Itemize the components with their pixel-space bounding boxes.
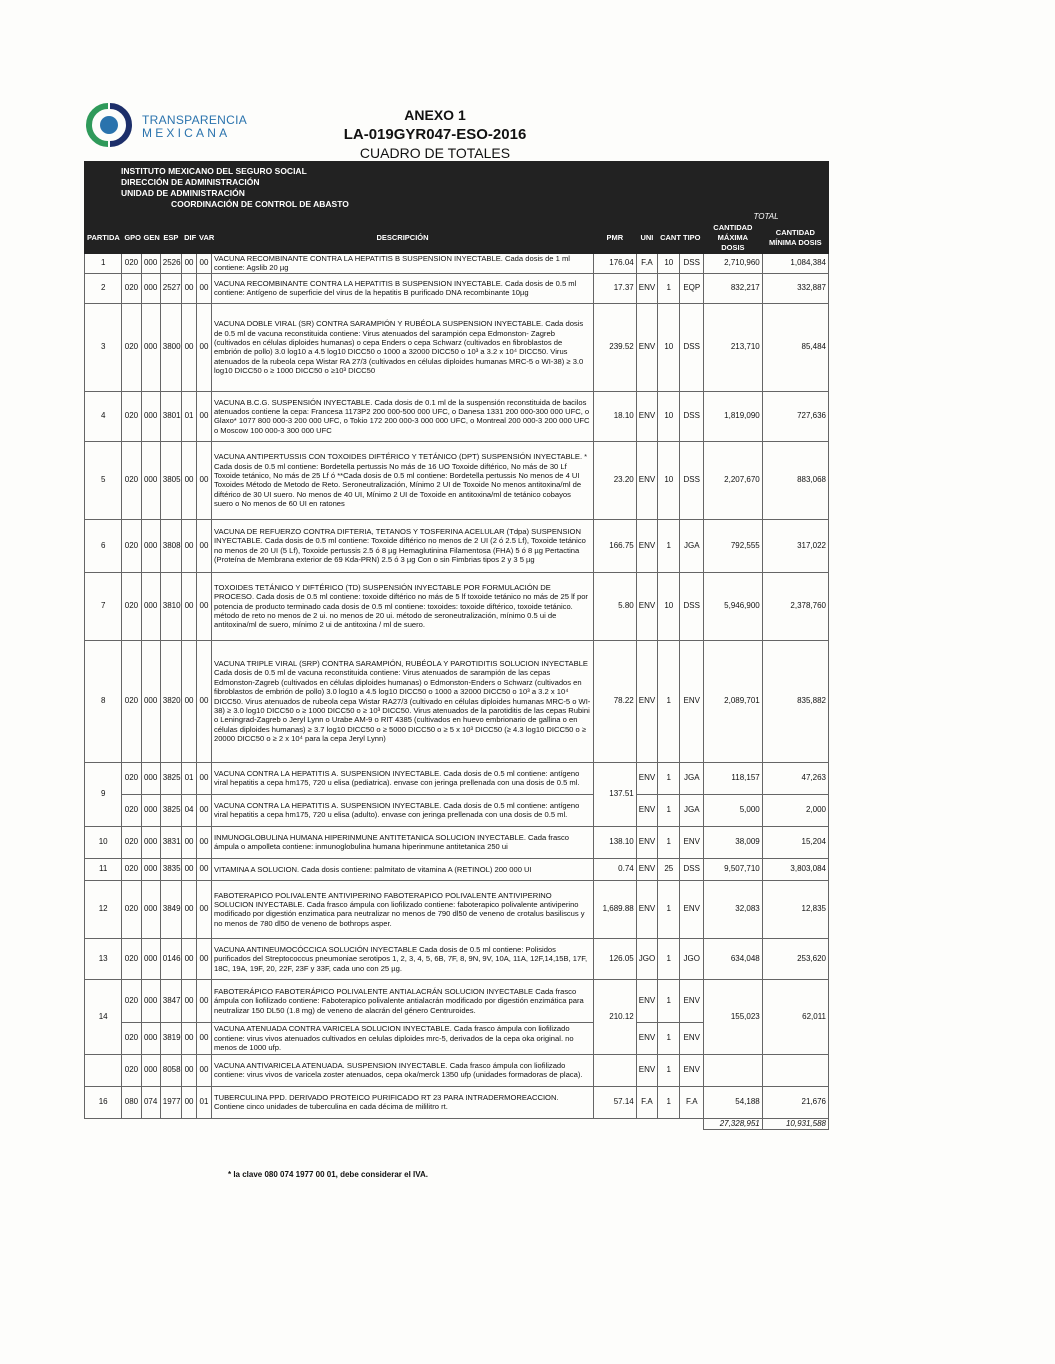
table-row — [85, 826, 829, 858]
cell-pmr: 126.05 — [594, 938, 637, 979]
cell-uni: ENV — [636, 826, 657, 858]
cell-tipo: JGA — [680, 794, 704, 826]
cell-desc: TUBERCULINA PPD. DERIVADO PROTEICO PURIFICADO RT 23 PARA INTRADERMOREACCION. Contiene cinco unidades de tuberculina en cada décima de mililitro rt. — [211, 1086, 593, 1118]
cell-var: 00 — [197, 880, 212, 938]
cell-min: 12,835 — [762, 880, 828, 938]
cell-pmr: 18.10 — [594, 391, 637, 441]
table-body — [85, 254, 829, 1119]
cell-gen: 000 — [141, 640, 160, 762]
cell-gpo: 020 — [122, 1054, 141, 1086]
cell-var: 00 — [197, 762, 212, 794]
cell-uni: ENV — [636, 303, 657, 391]
cell-gen: 000 — [141, 391, 160, 441]
cell-esp: 3825 — [160, 762, 181, 794]
cell-partida: 7 — [85, 572, 122, 640]
cell-uni: ENV — [636, 391, 657, 441]
cell-max: 634,048 — [704, 938, 763, 979]
cell-gen: 000 — [141, 762, 160, 794]
cell-uni: ENV — [636, 273, 657, 303]
cell-tipo: ENV — [680, 979, 704, 1022]
cell-dif: 00 — [182, 1054, 197, 1086]
cell-tipo: DSS — [680, 441, 704, 519]
cell-desc: VACUNA B.C.G. SUSPENSIÓN INYECTABLE. Cada dosis de 0.1 ml de la suspensión reconstituida de bacilos atenuados contiene la cepa: Francesa 1173P2 200 000-500 000 UFC, o Danesa 1331 200 000-300 000 UFC, o Glaxo* 1077 800 000-3 200 000 UFC, o Tokio 172 200 000-3 000 000 UFC, o Montreal 200 000-3 200 000 UFC o Moscow 100 000-3 300 000 UFC — [211, 391, 593, 441]
col-cant: CANT — [658, 223, 680, 254]
cell-max: 832,217 — [704, 273, 763, 303]
cell-pmr: 17.37 — [594, 273, 637, 303]
document-heading — [300, 106, 570, 163]
cell-desc: INMUNOGLOBULINA HUMANA HIPERINMUNE ANTITETANICA SOLUCION INYECTABLE. Cada frasco ámpula o ampolleta contiene: inmunoglobulina humana hiperinmune antitetanica 250 ui — [211, 826, 593, 858]
document-subtitle: CUADRO DE TOTALES — [359, 145, 511, 161]
col-gpo: GPO — [122, 223, 141, 254]
cell-tipo: ENV — [680, 880, 704, 938]
cell-gen: 000 — [141, 273, 160, 303]
cell-var: 00 — [197, 391, 212, 441]
institution-line: DIRECCIÓN DE ADMINISTRACIÓN — [121, 177, 260, 187]
cell-min: 253,620 — [762, 938, 828, 979]
cell-desc: VACUNA ANTINEUMOCÓCCICA SOLUCIÓN INYECTABLE Cada dosis de 0.5 ml contiene: Polisidos purificados del Streptococcus pneumoniae serotipos 1, 2, 3, 4, 5, 6B, 7F, 8, 9N, 9V, 10A, 11A, 12F,14,15B, 17F, 18C, 19A, 19F, 20, 22F, 23F y 33F, cada uno con 25 µg. — [211, 938, 593, 979]
table-row — [85, 979, 829, 1022]
cell-dif: 01 — [182, 762, 197, 794]
cell-dif: 04 — [182, 794, 197, 826]
cell-tipo: DSS — [680, 303, 704, 391]
cell-desc: FABOTERÁPICO FABOTERÁPICO POLIVALENTE ANTIALACRÁN SOLUCION INYECTABLE Cada frasco ámpula con liofilizado contiene: Faboterapico polivalente antialacrán modificado por digestión enzimática para neutralizar 150 DL50 (1.8 mg) de veneno de alacrán del género Centruroides. — [211, 979, 593, 1022]
cell-partida: 2 — [85, 273, 122, 303]
cell-max: 54,188 — [704, 1086, 763, 1118]
cell-gpo: 020 — [122, 441, 141, 519]
cell-min: 3,803,084 — [762, 858, 828, 880]
cell-cant: 1 — [658, 1022, 680, 1054]
cell-min: 332,887 — [762, 273, 828, 303]
cell-esp: 2527 — [160, 273, 181, 303]
cell-max: 5,000 — [704, 794, 763, 826]
cell-cant: 10 — [658, 254, 680, 274]
cell-tipo: JGA — [680, 519, 704, 572]
cell-max: 38,009 — [704, 826, 763, 858]
cell-max: 2,207,670 — [704, 441, 763, 519]
cell-tipo: DSS — [680, 254, 704, 274]
table-row — [85, 519, 829, 572]
cell-dif: 00 — [182, 273, 197, 303]
cell-desc: VACUNA ANTIPERTUSSIS CON TOXOIDES DIFTÉRICO Y TETÁNICO (DPT) SUSPENSIÓN INYECTABLE. * Cada dosis de 0.5 ml contiene: Bordetella pertussis No más de 16 UO Toxoide diftérico, No más de 30 Lf Toxoide tetánico, No más de 25 Lf ó **Cada dosis de 0.5 ml contiene: Bordetella pertussis No menos de 4 UI Toxoides Método de Metodo de Reto. Seroneutralización, Mínimo 2 UI de Toxoide No menos antitoxina/ml de diftérico de 30 UI suero. No menos de 40 UI, Mínimo 2 UI de Toxoide en antitoxina/ml de tetánico cobayos suero o No menos de 60 UI en ratones — [211, 441, 593, 519]
cell-uni: ENV — [636, 858, 657, 880]
cell-gpo: 020 — [122, 762, 141, 794]
cell-pmr — [594, 1054, 637, 1086]
table-row — [85, 640, 829, 762]
cell-min: 883,068 — [762, 441, 828, 519]
cell-pmr: 210.12 — [594, 979, 637, 1054]
cell-pmr: 166.75 — [594, 519, 637, 572]
cell-cant: 10 — [658, 572, 680, 640]
cell-uni: JGO — [636, 938, 657, 979]
cell-gpo: 020 — [122, 938, 141, 979]
cell-tipo: ENV — [680, 826, 704, 858]
cell-min: 47,263 — [762, 762, 828, 794]
cell-partida: 9 — [85, 762, 122, 826]
logo-line1: TRANSPARENCIA — [142, 113, 248, 127]
cell-partida: 14 — [85, 979, 122, 1054]
table-row — [85, 1054, 829, 1086]
cell-gen: 000 — [141, 254, 160, 274]
cell-uni: ENV — [636, 979, 657, 1022]
cell-dif: 00 — [182, 858, 197, 880]
cell-desc: VACUNA DE REFUERZO CONTRA DIFTERIA, TETANOS Y TOSFERINA ACELULAR (Tdpa) SUSPENSION INYECTABLE. Cada dosis de 0.5 ml contiene: Toxoide diftérico no menos de 2 UI (2 ó 2.5 Lf), Toxoide tetánico no menos de 20 UI (5 Lf), Toxoide pertussis 2.5 ó 8 µg Hemaglutinina Filamentosa (FHA) 5 ó 8 µg Pertactina (Proteína de Membrana exterior de 69 Kda-PRN) 2.5 ó 3 µg Con o sin Fimbrias tipos 2 y 3 5 µg — [211, 519, 593, 572]
cell-partida: 12 — [85, 880, 122, 938]
cell-esp: 3849 — [160, 880, 181, 938]
cell-dif: 00 — [182, 938, 197, 979]
logo-line2: MEXICANA — [142, 126, 231, 140]
cell-desc: VACUNA ATENUADA CONTRA VARICELA SOLUCION INYECTABLE. Cada frasco ámpula con liofilizado contiene: virus vivos atenuados cultivados en celulas diploides mrc-5, derivados de la cepa oka original. no menos de 1000 ufp. — [211, 1022, 593, 1054]
table-row — [85, 572, 829, 640]
cell-gpo: 020 — [122, 979, 141, 1022]
cell-var: 00 — [197, 979, 212, 1022]
cell-var: 00 — [197, 794, 212, 826]
cell-pmr: 176.04 — [594, 254, 637, 274]
table-row — [85, 938, 829, 979]
cell-pmr: 239.52 — [594, 303, 637, 391]
institution-line: COORDINACIÓN DE CONTROL DE ABASTO — [171, 199, 349, 209]
col-pmr: PMR — [594, 223, 637, 254]
cell-gpo: 080 — [122, 1086, 141, 1118]
cell-var: 00 — [197, 254, 212, 274]
cell-cant: 1 — [658, 762, 680, 794]
col-tipo: TIPO — [680, 223, 704, 254]
institution-line: INSTITUTO MEXICANO DEL SEGURO SOCIAL — [121, 166, 307, 176]
col-uni: UNI — [636, 223, 657, 254]
cell-esp: 2526 — [160, 254, 181, 274]
cell-cant: 1 — [658, 979, 680, 1022]
col-esp: ESP — [160, 223, 181, 254]
cell-desc: VACUNA CONTRA LA HEPATITIS A. SUSPENSION INYECTABLE. Cada dosis de 0.5 ml contiene: antígeno viral hepatitis a cepa hm175, 720 u elisa (adulto). envase con jeringa prellenada con una dosis de 0.5 ml. — [211, 794, 593, 826]
cell-var: 00 — [197, 826, 212, 858]
cell-pmr: 5.80 — [594, 572, 637, 640]
footnote: * la clave 080 074 1977 00 01, debe considerar el IVA. — [228, 1170, 428, 1179]
cell-uni: ENV — [636, 640, 657, 762]
cell-esp: 3805 — [160, 441, 181, 519]
cell-max: 155,023 — [704, 979, 763, 1054]
cell-dif: 00 — [182, 519, 197, 572]
cell-pmr: 23.20 — [594, 441, 637, 519]
cell-desc: VITAMINA A SOLUCION. Cada dosis contiene: palmitato de vitamina A (RETINOL) 200 000 UI — [211, 858, 593, 880]
cell-cant: 1 — [658, 519, 680, 572]
cell-esp: 3810 — [160, 572, 181, 640]
cell-partida: 8 — [85, 640, 122, 762]
cell-gen: 000 — [141, 1054, 160, 1086]
cell-min: 15,204 — [762, 826, 828, 858]
cell-dif: 00 — [182, 1086, 197, 1118]
cell-pmr: 137.51 — [594, 762, 637, 826]
col-partida: PARTIDA — [85, 223, 122, 254]
table-row — [85, 880, 829, 938]
col-var: VAR — [197, 223, 212, 254]
col-descripcion: DESCRIPCIÓN — [211, 223, 593, 254]
cell-dif: 00 — [182, 441, 197, 519]
cell-uni: ENV — [636, 794, 657, 826]
cell-max: 2,089,701 — [704, 640, 763, 762]
cell-uni: ENV — [636, 572, 657, 640]
cell-min: 1,084,384 — [762, 254, 828, 274]
cell-esp: 3808 — [160, 519, 181, 572]
cell-cant: 10 — [658, 391, 680, 441]
cell-esp: 3800 — [160, 303, 181, 391]
cell-dif: 00 — [182, 979, 197, 1022]
cell-partida: 4 — [85, 391, 122, 441]
cell-dif: 00 — [182, 303, 197, 391]
cell-min: 62,011 — [762, 979, 828, 1054]
cell-gen: 000 — [141, 826, 160, 858]
cell-dif: 01 — [182, 391, 197, 441]
institution-block — [85, 162, 704, 223]
cell-pmr: 138.10 — [594, 826, 637, 858]
cell-uni: ENV — [636, 519, 657, 572]
cell-esp: 3847 — [160, 979, 181, 1022]
column-header-row — [85, 223, 829, 254]
transparencia-logo-icon — [86, 103, 132, 147]
cell-desc: VACUNA CONTRA LA HEPATITIS A. SUSPENSION INYECTABLE. Cada dosis de 0.5 ml contiene: antígeno viral hepatitis a cepa hm175, 720 u elisa (pediatrica). envase con jeringa prellenada con una dosis de 0.5 ml. — [211, 762, 593, 794]
cell-cant: 10 — [658, 441, 680, 519]
cell-gpo: 020 — [122, 273, 141, 303]
col-gen: GEN — [141, 223, 160, 254]
cell-gpo: 020 — [122, 640, 141, 762]
cell-desc: VACUNA RECOMBINANTE CONTRA LA HEPATITIS B SUSPENSION INYECTABLE. Cada dosis de 0.5 ml contiene: Antígeno de superficie del virus de la hepatitis B purificado DNA recombinante 10µg — [211, 273, 593, 303]
cell-uni: ENV — [636, 880, 657, 938]
cell-var: 00 — [197, 441, 212, 519]
total-maxima: 27,328,951 — [704, 1118, 763, 1129]
cell-partida: 11 — [85, 858, 122, 880]
cell-min: 317,022 — [762, 519, 828, 572]
cell-tipo: JGA — [680, 762, 704, 794]
cell-gpo: 020 — [122, 826, 141, 858]
cell-partida: 1 — [85, 254, 122, 274]
cell-gen: 000 — [141, 519, 160, 572]
totals-table — [84, 161, 829, 1130]
cell-desc: VACUNA DOBLE VIRAL (SR) CONTRA SARAMPIÓN Y RUBÉOLA SUSPENSION INYECTABLE. Cada dosis de 0.5 ml de vacuna reconstituida contiene: Virus atenuados del sarampión cepa Edmonston- Zagreb (cultivados en células diploides humanas) o cepa Enders o cepa Schwarz (cultivados en fibroblastos de embrión de pollo) 3.0 log10 a 4.5 log10 DICC50 o 1000 a 32000 DICC50 o 10³ a 3.2 x 10⁴ DICC50. Virus atenuados de la rubeola cepa Wistar RA 27/3 (cultivados en células diploides humanas MRC-5 o WI-38) ≥ 3.0 log10 DICC50 o ≥ 1000 DICC50 o ≥10³ DICC50 — [211, 303, 593, 391]
cell-tipo: F.A — [680, 1086, 704, 1118]
cell-tipo: DSS — [680, 858, 704, 880]
cell-desc: TOXOIDES TETÁNICO Y DIFTÉRICO (TD) SUSPENSIÓN INYECTABLE POR FORMULACIÓN DE PROCESO. Cada dosis de 0.5 ml contiene: toxoide diftérico no más de 5 lf toxoide tetánico no más de 25 lf por potencia de producto terminado cada dosis de 0.5 ml contiene: toxoides: toxoide diftérico, toxoide tetánico. método de reto no menos de 2 ui. no menos de 20 ui. método de seroneutralización, mínimo 0.5 ui de antitoxina/ml de suero, mínimo 2 ui de antitoxina / ml de suero. — [211, 572, 593, 640]
total-label: TOTAL — [704, 162, 829, 223]
cell-esp: 3820 — [160, 640, 181, 762]
cell-min: 835,882 — [762, 640, 828, 762]
logo — [86, 103, 256, 147]
cell-uni: F.A — [636, 254, 657, 274]
cell-dif: 00 — [182, 640, 197, 762]
cell-cant: 1 — [658, 794, 680, 826]
cell-min — [762, 1054, 828, 1086]
cell-min: 21,676 — [762, 1086, 828, 1118]
cell-gen: 000 — [141, 572, 160, 640]
cell-uni: ENV — [636, 1054, 657, 1086]
cell-uni: ENV — [636, 1022, 657, 1054]
cell-gpo: 020 — [122, 794, 141, 826]
cell-partida — [85, 1054, 122, 1086]
total-minima: 10,931,588 — [762, 1118, 828, 1129]
cell-max — [704, 1054, 763, 1086]
cell-var: 00 — [197, 572, 212, 640]
cell-gpo: 020 — [122, 1022, 141, 1054]
cell-desc: FABOTERAPICO POLIVALENTE ANTIVIPERINO FABOTERAPICO POLIVALENTE ANTIVIPERINO SOLUCION INYECTABLE. Cada frasco ámpula con liofilizado contiene: faboterapico polivalente antiviperino modificado por digestión enzimatica para neutralizar no menos de 790 dl50 de veneno de crotalus basiliscus y no menos de 780 dl50 de veneno de bothrops asper. — [211, 880, 593, 938]
cell-pmr: 57.14 — [594, 1086, 637, 1118]
cell-max: 5,946,900 — [704, 572, 763, 640]
cell-var: 00 — [197, 1054, 212, 1086]
cell-gpo: 020 — [122, 858, 141, 880]
cell-tipo: DSS — [680, 391, 704, 441]
table-row — [85, 794, 829, 826]
tender-code: LA-019GYR047-ESO-2016 — [343, 126, 527, 143]
cell-dif: 00 — [182, 826, 197, 858]
cell-max: 9,507,710 — [704, 858, 763, 880]
cell-pmr: 0.74 — [594, 858, 637, 880]
cell-min: 727,636 — [762, 391, 828, 441]
cell-esp: 3831 — [160, 826, 181, 858]
cell-gen: 000 — [141, 979, 160, 1022]
cell-cant: 1 — [658, 1054, 680, 1086]
cell-partida: 16 — [85, 1086, 122, 1118]
cell-dif: 00 — [182, 572, 197, 640]
cell-tipo: EQP — [680, 273, 704, 303]
cell-tipo: DSS — [680, 572, 704, 640]
cell-max: 32,083 — [704, 880, 763, 938]
cell-gpo: 020 — [122, 254, 141, 274]
cell-gpo: 020 — [122, 880, 141, 938]
cell-var: 00 — [197, 938, 212, 979]
cell-min: 85,484 — [762, 303, 828, 391]
cell-max: 792,555 — [704, 519, 763, 572]
table-row — [85, 1086, 829, 1118]
cell-partida: 3 — [85, 303, 122, 391]
cell-dif: 00 — [182, 1022, 197, 1054]
cell-cant: 1 — [658, 640, 680, 762]
cell-gpo: 020 — [122, 303, 141, 391]
annex-title: ANEXO 1 — [404, 107, 466, 123]
col-dif: DIF — [182, 223, 197, 254]
cell-esp: 1977 — [160, 1086, 181, 1118]
institution-line: UNIDAD DE ADMINISTRACIÓN — [121, 188, 245, 198]
cell-var: 01 — [197, 1086, 212, 1118]
cell-esp: 3835 — [160, 858, 181, 880]
cell-tipo: ENV — [680, 1022, 704, 1054]
cell-partida: 6 — [85, 519, 122, 572]
cell-tipo: ENV — [680, 640, 704, 762]
cell-gen: 000 — [141, 938, 160, 979]
table-row — [85, 762, 829, 794]
cell-gen: 000 — [141, 794, 160, 826]
cell-pmr: 78.22 — [594, 640, 637, 762]
col-cantidad-minima: CANTIDAD MÍNIMA DOSIS — [762, 223, 828, 254]
cell-var: 00 — [197, 519, 212, 572]
cell-gen: 000 — [141, 441, 160, 519]
table-row — [85, 273, 829, 303]
cell-cant: 1 — [658, 1086, 680, 1118]
cell-min: 2,000 — [762, 794, 828, 826]
table-row — [85, 858, 829, 880]
cell-gpo: 020 — [122, 519, 141, 572]
totals-row — [85, 1118, 829, 1129]
cell-gen: 000 — [141, 858, 160, 880]
cell-max: 1,819,090 — [704, 391, 763, 441]
cell-pmr: 1,689.88 — [594, 880, 637, 938]
cell-cant: 1 — [658, 880, 680, 938]
cell-uni: F.A — [636, 1086, 657, 1118]
cell-esp: 3801 — [160, 391, 181, 441]
cell-gen: 000 — [141, 1022, 160, 1054]
cell-cant: 10 — [658, 303, 680, 391]
cell-cant: 1 — [658, 273, 680, 303]
cell-gpo: 020 — [122, 572, 141, 640]
cell-dif: 00 — [182, 880, 197, 938]
cell-gpo: 020 — [122, 391, 141, 441]
cell-tipo: ENV — [680, 1054, 704, 1086]
cell-partida: 5 — [85, 441, 122, 519]
cell-desc: VACUNA RECOMBINANTE CONTRA LA HEPATITIS B SUSPENSION INYECTABLE. Cada dosis de 1 ml contiene: Agslib 20 µg — [211, 254, 593, 274]
cell-cant: 25 — [658, 858, 680, 880]
table-row — [85, 254, 829, 274]
cell-esp: 3819 — [160, 1022, 181, 1054]
cell-uni: ENV — [636, 762, 657, 794]
cell-var: 00 — [197, 303, 212, 391]
cell-min: 2,378,760 — [762, 572, 828, 640]
cell-cant: 1 — [658, 826, 680, 858]
cell-var: 00 — [197, 858, 212, 880]
table-row — [85, 391, 829, 441]
table-row — [85, 441, 829, 519]
cell-var: 00 — [197, 1022, 212, 1054]
cell-max: 118,157 — [704, 762, 763, 794]
cell-desc: VACUNA ANTIVARICELA ATENUADA. SUSPENSION INYECTABLE. Cada frasco ámpula con liofilizado contiene: virus vivos de varicela zoster atenuados, cepa oka/merck 1350 ufp (unidades formadoras de placa). — [211, 1054, 593, 1086]
cell-desc: VACUNA TRIPLE VIRAL (SRP) CONTRA SARAMPIÓN, RUBÉOLA Y PAROTIDITIS SOLUCION INYECTABLE Cada dosis de 0.5 ml de vacuna reconstituida contiene: Virus atenuados de sarampión de las cepas Edmonston-Zagreb (cultivados en células diploides humanas) o Edmonston-Enders o Schwarz (cultivados en fibroblastos de embrión de pollo) 3.0 log10 a 4.5 log10 DICC50 o 1000 a 32000 DICC50 o 10³ a 3.2 x 10⁴ DICC50. Virus atenuados de rubeola cepa Wistar RA27/3 (cultivado en células diploides humanas MRC-5 o WI-38) ≥ 3.0 log10 DICC50 o ≥ 1000 DICC50 o ≥ 10³ DICC50. Virus atenuados de la parotiditis de las cepas Rubini o Leningrad-Zagreb o Jeryl Lynn o Urabe AM-9 o RIT 4385 (cultivados en huevo embrionario de gallina o en células diploides humanas) ≥ 3.7 log10 DICC50 o ≥ 5000 DICC50 o ≥ 5 x 10³ DICC50 (≥ 4.3 log10 DICC50 o ≥ 20000 DICC50 o ≥ 2 x 10⁴ para la cepa Jeryl Lynn) — [211, 640, 593, 762]
cell-partida: 10 — [85, 826, 122, 858]
cell-partida: 13 — [85, 938, 122, 979]
cell-max: 213,710 — [704, 303, 763, 391]
cell-esp: 0146 — [160, 938, 181, 979]
cell-cant: 1 — [658, 938, 680, 979]
cell-tipo: JGO — [680, 938, 704, 979]
table-row — [85, 303, 829, 391]
cell-gen: 074 — [141, 1086, 160, 1118]
cell-esp: 3825 — [160, 794, 181, 826]
cell-dif: 00 — [182, 254, 197, 274]
cell-esp: 8058 — [160, 1054, 181, 1086]
cell-max: 2,710,960 — [704, 254, 763, 274]
cell-gen: 000 — [141, 303, 160, 391]
cell-uni: ENV — [636, 441, 657, 519]
cell-var: 00 — [197, 640, 212, 762]
col-cantidad-maxima: CANTIDAD MÁXIMA DOSIS — [704, 223, 763, 254]
cell-var: 00 — [197, 273, 212, 303]
cell-gen: 000 — [141, 880, 160, 938]
